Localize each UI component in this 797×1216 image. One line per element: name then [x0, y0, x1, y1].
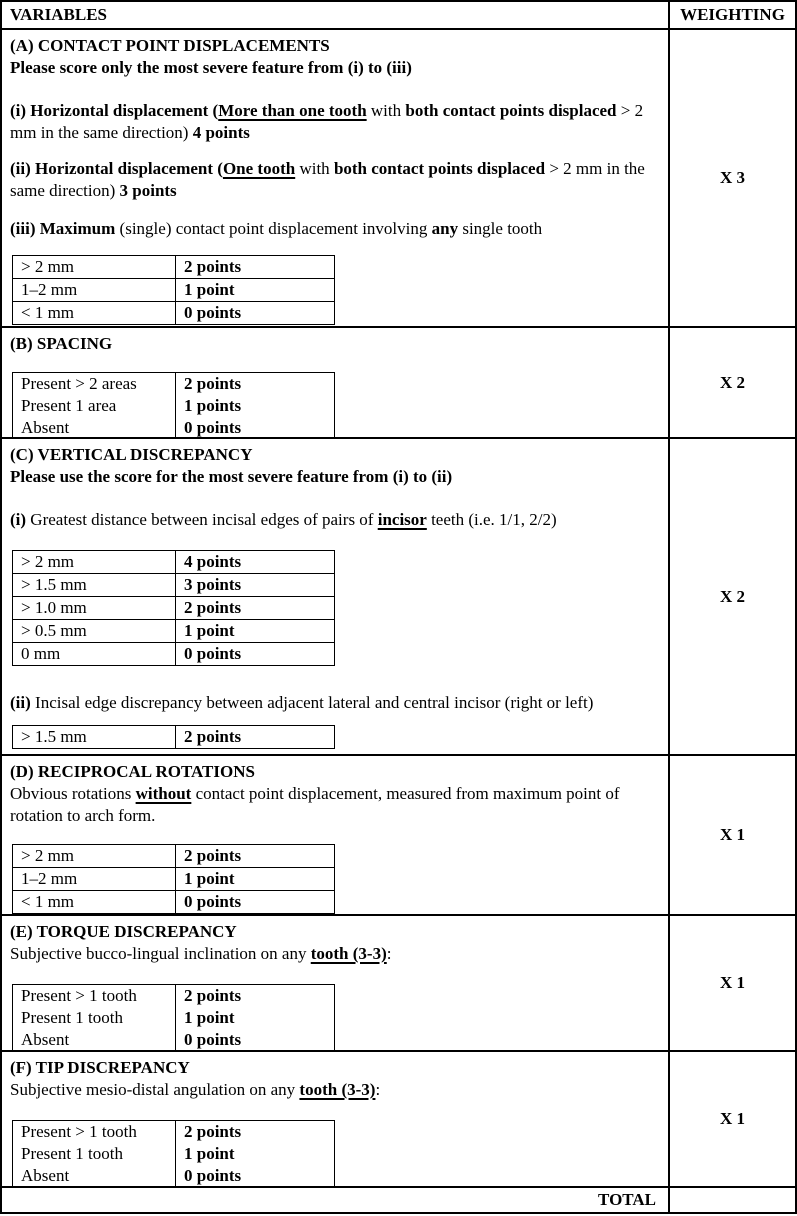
criterion-cell: < 1 mm [13, 302, 176, 325]
text-segment: Incisal edge discrepancy between adjacent lateral and central incisor (right or left) [30, 693, 594, 712]
total-label-cell [2, 1188, 670, 1212]
section-b-weight: X 2 [719, 372, 746, 392]
spacer [10, 240, 658, 255]
text-segment: incisor [377, 510, 427, 529]
spacer [10, 666, 658, 692]
table-header-row [2, 2, 795, 30]
total-label: TOTAL [598, 1190, 656, 1209]
section-b-title: (B) SPACING [10, 334, 113, 353]
text-segment: both contact points displaced [333, 159, 546, 178]
section-b-content [2, 328, 670, 437]
criterion-cell: Absent [13, 1165, 176, 1186]
section-a-score-table [12, 255, 335, 325]
points-cell: 1 point [184, 1008, 235, 1027]
section-f-content [2, 1052, 670, 1186]
text-segment: (i) Horizontal displacement ( [10, 101, 219, 120]
section-e-weight: X 1 [719, 973, 746, 992]
section-d-weighting-cell [670, 756, 795, 914]
points-cell: 1 point [176, 868, 335, 891]
section-c-weight: X 2 [719, 586, 746, 606]
section-c-content [2, 439, 670, 754]
text-segment: single tooth [458, 219, 543, 238]
points-cell: 0 points [184, 418, 242, 437]
section-e-description [10, 943, 658, 965]
points-cell: 0 points [176, 643, 335, 666]
spacer [10, 1101, 658, 1120]
text-segment: (single) contact point displacement involving [115, 219, 432, 238]
text-segment: (ii) [10, 693, 31, 712]
score-row [13, 1029, 335, 1050]
text-segment: : [375, 1080, 381, 1099]
score-row [13, 1007, 335, 1029]
score-row [13, 845, 335, 868]
variables-label: VARIABLES [10, 5, 108, 24]
score-row [13, 279, 335, 302]
section-f-weighting-cell [670, 1052, 795, 1186]
criterion-cell: 0 mm [13, 643, 176, 666]
section-a-title: (A) CONTACT POINT DISPLACEMENTS [10, 36, 330, 55]
section-c-item-ii [10, 692, 658, 714]
section-c-subtitle: Please use the score for the most severe feature from (i) to (ii) [10, 467, 453, 486]
points-cell: 2 points [176, 256, 335, 279]
spacer [10, 355, 658, 372]
spacer [10, 79, 658, 100]
points-cell: 4 points [176, 551, 335, 574]
section-d-content [2, 756, 670, 914]
section-e-weighting-cell [670, 916, 795, 1050]
section-f-row [2, 1052, 795, 1188]
criterion-cell: 1–2 mm [13, 868, 176, 891]
score-row [13, 1165, 335, 1186]
text-segment: Subjective bucco-lingual inclination on any [10, 944, 311, 963]
section-d-weight: X 1 [719, 825, 746, 844]
text-segment: with [295, 159, 334, 178]
criterion-cell: > 0.5 mm [13, 620, 176, 643]
text-segment: One tooth [222, 159, 296, 178]
criterion-cell: > 2 mm [13, 845, 176, 868]
text-segment: 3 points [119, 181, 177, 200]
score-row [13, 256, 335, 279]
total-weighting-cell [670, 1188, 795, 1212]
criterion-cell: 1–2 mm [13, 279, 176, 302]
section-e-content [2, 916, 670, 1050]
spacer [10, 965, 658, 984]
score-row [13, 1143, 335, 1165]
points-cell: 0 points [184, 1166, 242, 1185]
text-segment: teeth (i.e. 1/1, 2/2) [426, 510, 557, 529]
points-cell: 1 point [176, 279, 335, 302]
score-row [13, 620, 335, 643]
text-segment: More than one tooth [218, 101, 367, 120]
section-c-weighting-cell [670, 439, 795, 754]
text-segment: (i) [10, 510, 27, 529]
section-c-score-table-ii [12, 725, 335, 749]
criterion-cell: Present > 1 tooth [13, 985, 176, 1008]
section-d-description [10, 783, 658, 827]
variables-column-header [2, 2, 670, 28]
spacer [10, 827, 658, 844]
criterion-cell: > 1.5 mm [13, 726, 176, 749]
section-d-title: (D) RECIPROCAL ROTATIONS [10, 762, 255, 781]
section-c-item-i [10, 509, 658, 531]
section-a-row [2, 30, 795, 328]
spacer [10, 202, 658, 218]
criterion-cell: > 1.0 mm [13, 597, 176, 620]
section-f-weight: X 1 [719, 1109, 746, 1128]
text-segment: any [431, 219, 459, 238]
criterion-cell: > 2 mm [13, 256, 176, 279]
section-f-score-table [12, 1120, 335, 1186]
criterion-cell: < 1 mm [13, 891, 176, 914]
points-cell: 0 points [176, 891, 335, 914]
section-f-title: (F) TIP DISCREPANCY [10, 1058, 190, 1077]
section-e-row [2, 916, 795, 1052]
section-b-row [2, 328, 795, 439]
section-a-weighting-cell [670, 30, 795, 326]
criterion-cell: > 2 mm [13, 551, 176, 574]
section-c-score-table-i [12, 550, 335, 666]
score-row [13, 551, 335, 574]
spacer [10, 488, 658, 509]
score-row [13, 395, 335, 417]
section-e-title: (E) TORQUE DISCREPANCY [10, 922, 237, 941]
section-c-row [2, 439, 795, 756]
score-row [13, 417, 335, 437]
section-a-item-iii [10, 218, 658, 240]
points-cell: 2 points [176, 845, 335, 868]
score-row [13, 597, 335, 620]
text-segment: (iii) Maximum [10, 219, 116, 238]
text-segment: Obvious rotations [10, 784, 136, 803]
weighting-column-header [670, 2, 795, 28]
score-row [13, 574, 335, 597]
spacer [10, 714, 658, 725]
section-d-score-table [12, 844, 335, 914]
score-row [13, 868, 335, 891]
points-cell: 1 point [176, 620, 335, 643]
section-e-score-table [12, 984, 335, 1050]
text-segment: both contact points displaced [405, 101, 617, 120]
total-row [2, 1188, 795, 1212]
points-cell: 0 points [184, 1030, 242, 1049]
text-segment: (ii) Horizontal displacement ( [10, 159, 223, 178]
text-segment: > 2 mm in the same direction) [10, 159, 645, 200]
score-row [13, 643, 335, 666]
points-cell: 2 points [184, 374, 242, 393]
score-row [13, 891, 335, 914]
text-segment: without [135, 784, 192, 803]
criterion-cell: > 1.5 mm [13, 574, 176, 597]
text-segment: contact point displacement, measured from maximum point of rotation to arch form. [10, 784, 620, 825]
score-row [13, 302, 335, 325]
points-cell: 2 points [176, 726, 335, 749]
weighting-label: WEIGHTING [680, 5, 785, 24]
points-cell: 3 points [176, 574, 335, 597]
points-cell: 2 points [184, 986, 242, 1005]
spacer [10, 144, 658, 158]
criterion-cell: Present 1 tooth [13, 1143, 176, 1165]
text-segment: tooth (3-3) [299, 1080, 376, 1099]
score-row [13, 373, 335, 396]
section-b-score-table [12, 372, 335, 437]
criterion-cell: Present 1 area [13, 395, 176, 417]
criterion-cell: Present 1 tooth [13, 1007, 176, 1029]
points-cell: 1 points [184, 396, 242, 415]
criterion-cell: Present > 2 areas [13, 373, 176, 396]
points-cell: 0 points [176, 302, 335, 325]
text-segment: 4 points [192, 123, 250, 142]
score-row [13, 985, 335, 1008]
section-a-subtitle: Please score only the most severe feature from (i) to (iii) [10, 58, 412, 77]
text-segment: with [366, 101, 406, 120]
section-d-row [2, 756, 795, 916]
text-segment: : [386, 944, 392, 963]
criterion-cell: Absent [13, 417, 176, 437]
score-row [13, 726, 335, 749]
section-a-weight: X 3 [719, 168, 746, 187]
points-cell: 1 point [184, 1144, 235, 1163]
criterion-cell: Absent [13, 1029, 176, 1050]
text-segment: tooth (3-3) [310, 944, 387, 963]
points-cell: 2 points [184, 1122, 242, 1141]
criterion-cell: Present > 1 tooth [13, 1121, 176, 1144]
text-segment: Subjective mesio-distal angulation on any [10, 1080, 300, 1099]
points-cell: 2 points [176, 597, 335, 620]
spacer [10, 531, 658, 550]
text-segment: Greatest distance between incisal edges of pairs of [26, 510, 378, 529]
section-a-item-i [10, 100, 658, 144]
section-a-content [2, 30, 670, 326]
section-f-description [10, 1079, 658, 1101]
text-segment: > 2 mm in the same direction) [10, 101, 644, 142]
section-a-item-ii [10, 158, 658, 202]
section-b-weighting-cell [670, 328, 795, 437]
score-row [13, 1121, 335, 1144]
section-c-title: (C) VERTICAL DISCREPANCY [10, 445, 253, 464]
